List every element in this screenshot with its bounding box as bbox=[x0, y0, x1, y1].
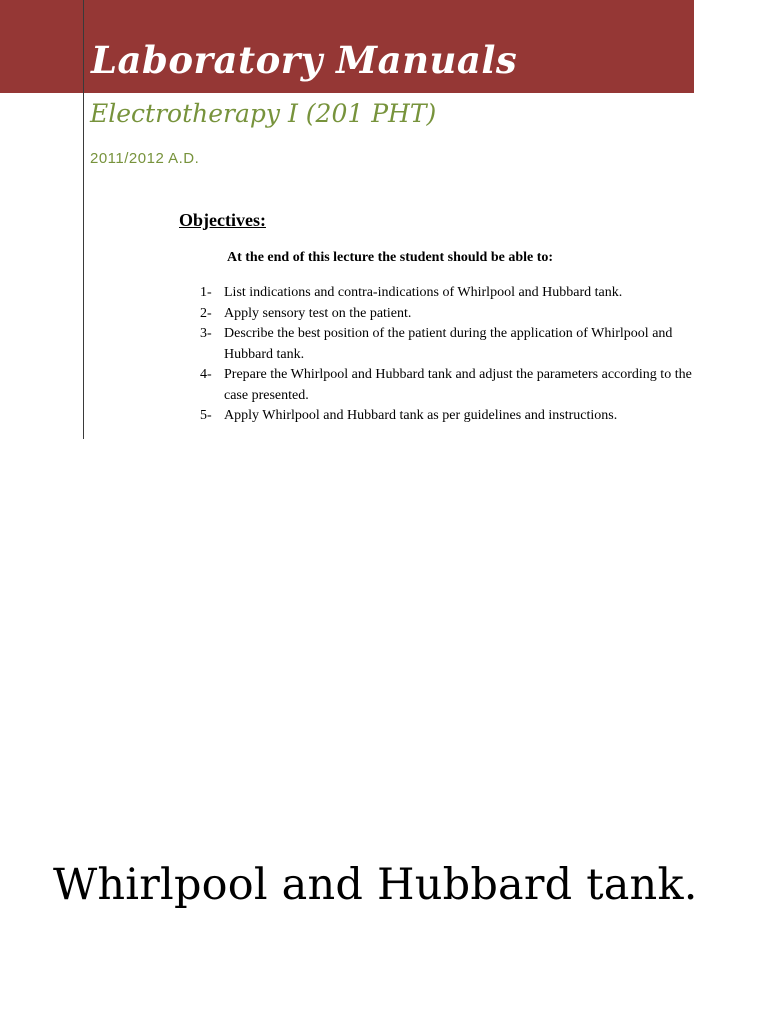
list-item-text: List indications and contra-indications of Whirlpool and Hubbard tank. bbox=[224, 285, 623, 300]
list-item-text: Apply sensory test on the patient. bbox=[224, 305, 412, 321]
objectives-list bbox=[200, 283, 700, 427]
list-item-number: 4- bbox=[200, 367, 212, 382]
manual-title: Laboratory Manuals bbox=[91, 38, 518, 82]
academic-year: 2011/2012 A.D. bbox=[90, 150, 200, 167]
list-item bbox=[200, 406, 700, 427]
course-subtitle: Electrotherapy I (201 PHT) bbox=[90, 99, 437, 128]
objectives-heading: Objectives: bbox=[179, 210, 266, 230]
list-item-number: 1- bbox=[200, 285, 212, 300]
list-item-number: 3- bbox=[200, 326, 212, 341]
list-item-text: Apply Whirlpool and Hubbard tank as per guidelines and instructions. bbox=[224, 408, 618, 423]
list-item bbox=[200, 283, 700, 304]
list-item-number: 5- bbox=[200, 408, 212, 423]
list-item-number: 2- bbox=[200, 305, 212, 321]
list-item bbox=[200, 304, 700, 325]
list-item bbox=[200, 365, 700, 406]
objectives-intro: At the end of this lecture the student should be able to: bbox=[227, 250, 554, 265]
list-item bbox=[200, 324, 700, 365]
topic-title: Whirlpool and Hubbard tank. bbox=[53, 860, 698, 910]
margin-rule bbox=[83, 0, 84, 439]
list-item-text: Prepare the Whirlpool and Hubbard tank and adjust the parameters according to the case presented. bbox=[224, 367, 692, 403]
list-item-text: Describe the best position of the patient during the application of Whirlpool and Hubbard tank. bbox=[224, 326, 673, 362]
